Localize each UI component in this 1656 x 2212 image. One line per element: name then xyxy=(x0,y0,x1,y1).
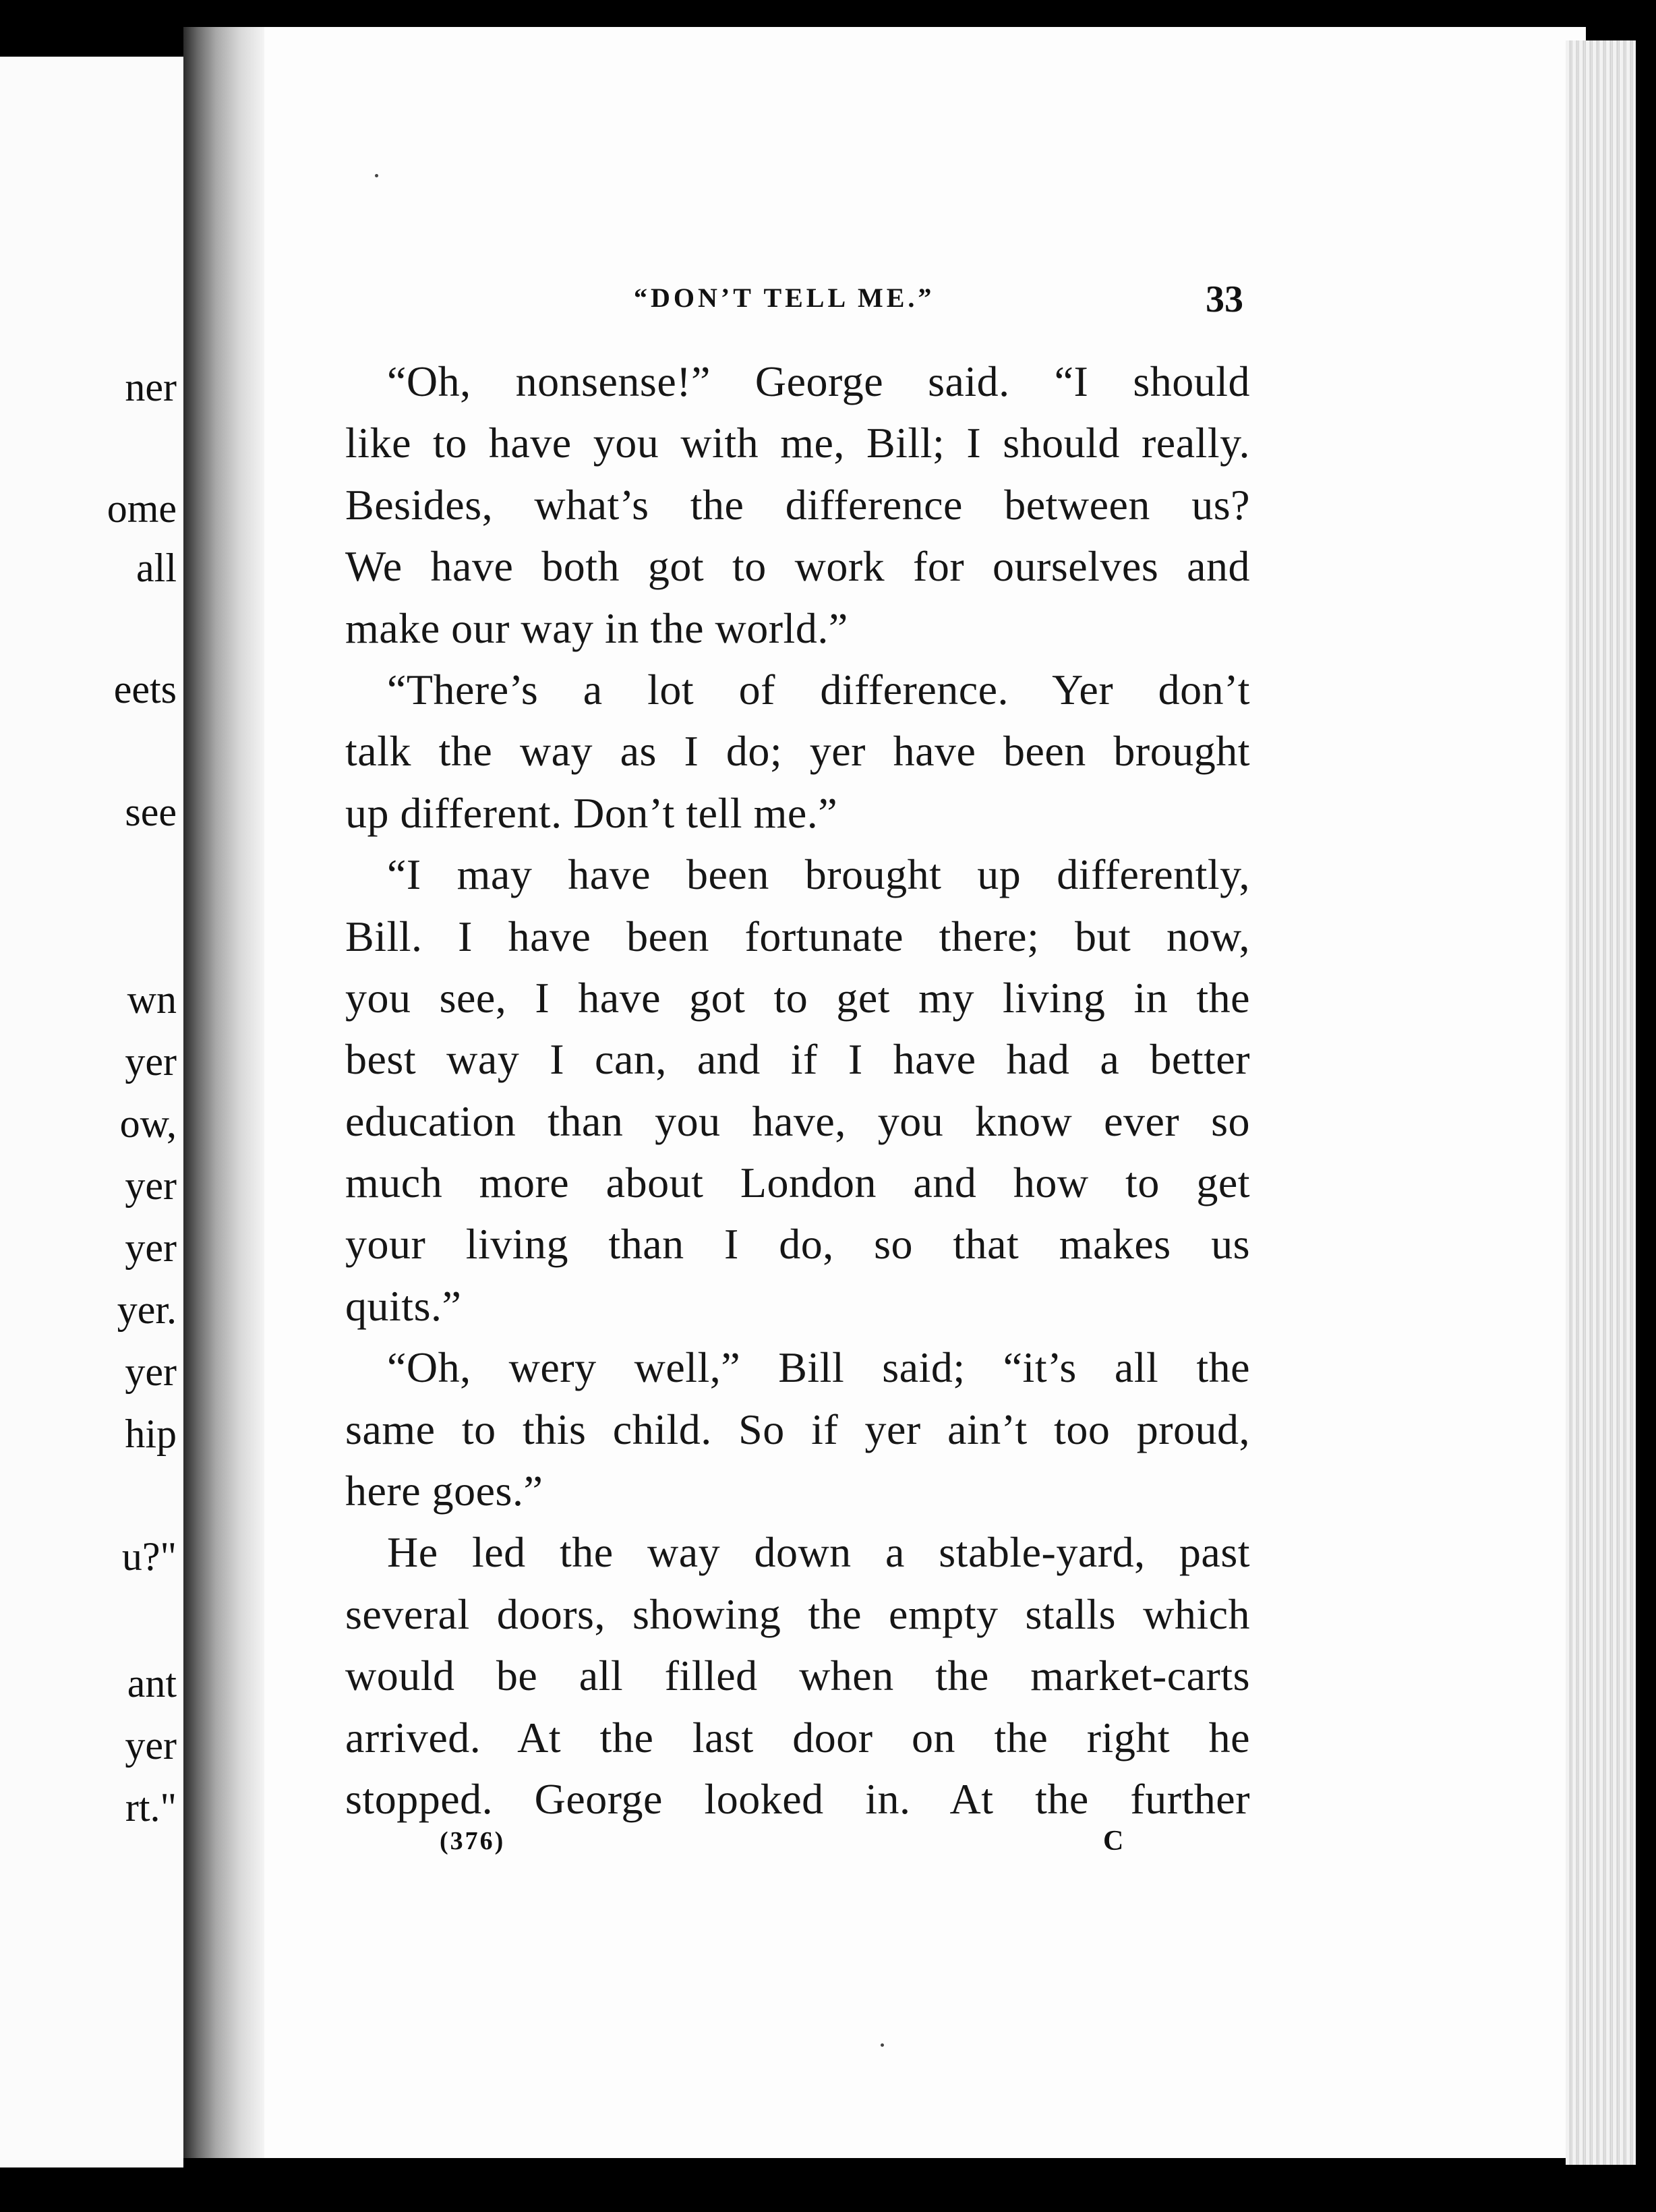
page-block-edges xyxy=(1566,40,1636,2165)
text-line: like to have you with me, Bill; I should really. xyxy=(345,419,1250,467)
text-line: here goes.” xyxy=(345,1467,543,1515)
left-facing-page xyxy=(0,57,183,2167)
text-line: Besides, what’s the difference between us? xyxy=(345,480,1250,529)
text-line: make our way in the world.” xyxy=(345,604,848,652)
text-line: your living than I do, so that makes us xyxy=(345,1220,1250,1269)
left-page-fragment: u?" xyxy=(121,1534,177,1579)
text-line: same to this child. So if yer ain’t too proud, xyxy=(345,1405,1250,1453)
gathering-mark: C xyxy=(1103,1826,1124,1857)
page-number: 33 xyxy=(1206,279,1243,320)
text-line: “Oh, nonsense!” George said. “I should xyxy=(387,357,1250,405)
left-page-fragment: eets xyxy=(113,667,177,711)
text-line: stopped. George looked in. At the further xyxy=(345,1774,1250,1823)
text-line: We have both got to work for ourselves and xyxy=(345,542,1250,591)
running-head: “DON’T TELL ME.” xyxy=(634,283,935,313)
text-line: Bill. I have been fortunate there; but now, xyxy=(345,912,1250,960)
scan-speck xyxy=(881,2043,884,2047)
left-page-fragment: ner xyxy=(125,365,177,409)
left-page-fragment: yer xyxy=(125,1723,177,1768)
text-line: several doors, showing the empty stalls which xyxy=(345,1590,1250,1638)
text-line: up different. Don’t tell me.” xyxy=(345,788,838,837)
text-line: education than you have, you know ever so xyxy=(345,1097,1250,1145)
left-page-fragment: yer xyxy=(125,1349,177,1394)
text-line: talk the way as I do; yer have been brought xyxy=(345,727,1250,776)
left-page-fragment: wn xyxy=(127,977,177,1022)
left-page-fragment: ant xyxy=(127,1661,177,1706)
left-page-fragment: yer. xyxy=(117,1287,177,1332)
body-text xyxy=(345,351,1250,1830)
text-line: He led the way down a stable-yard, past xyxy=(387,1528,1250,1577)
text-line: arrived. At the last door on the right he xyxy=(345,1713,1250,1762)
text-line: best way I can, and if I have had a better xyxy=(345,1035,1250,1084)
left-page-fragment: yer xyxy=(125,1225,177,1270)
left-page-fragment: yer xyxy=(125,1039,177,1084)
scan-speck xyxy=(375,174,378,177)
left-page-fragment: all xyxy=(136,546,177,590)
left-page-fragment: yer xyxy=(125,1163,177,1208)
printer-signature: (376) xyxy=(440,1827,506,1855)
left-page-fragment: ow, xyxy=(119,1101,177,1146)
left-page-fragment: hip xyxy=(125,1411,177,1456)
text-line: “I may have been brought up differently, xyxy=(387,850,1250,899)
text-line: would be all filled when the market-carts xyxy=(345,1652,1250,1700)
left-page-fragment: see xyxy=(125,790,177,834)
text-line: quits.” xyxy=(345,1281,462,1330)
text-line: you see, I have got to get my living in the xyxy=(345,973,1250,1022)
left-page-fragment: rt." xyxy=(125,1785,177,1830)
text-line: “Oh, wery well,” Bill said; “it’s all the xyxy=(387,1343,1250,1392)
book-gutter-shadow xyxy=(183,27,264,2158)
left-page-fragment: ome xyxy=(107,486,177,531)
text-line: “There’s a lot of difference. Yer don’t xyxy=(387,665,1250,714)
text-line: much more about London and how to get xyxy=(345,1159,1250,1207)
